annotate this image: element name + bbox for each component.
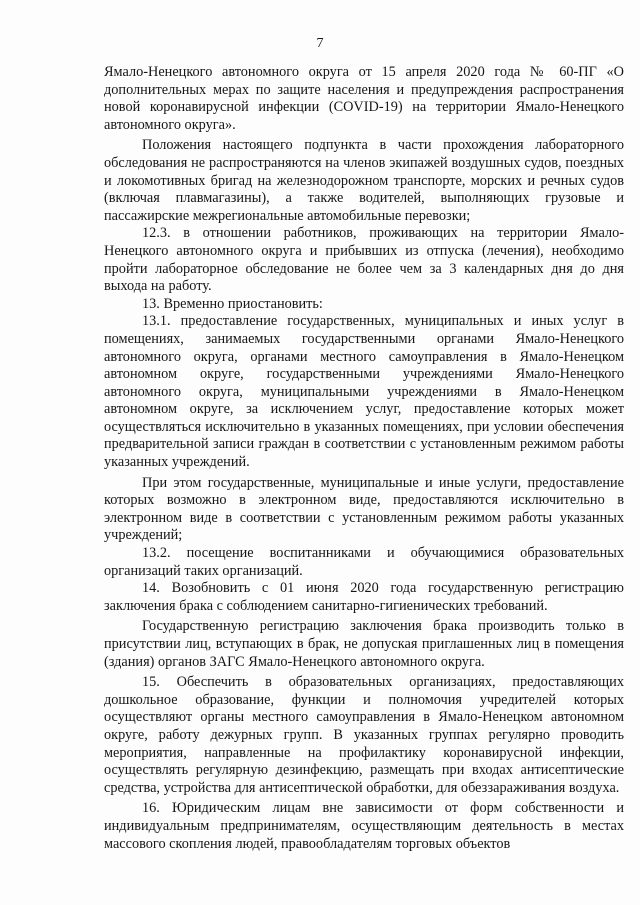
paragraph-14: 14. Возобновить с 01 июня 2020 года государственную регистрацию заключения брака с соблюдением санитарно-гигиенических требований.: [104, 580, 624, 614]
paragraph-decree-reference: Ямало-Ненецкого автономного округа от 15 апреля 2020 года № 60-ПГ «О дополнительных мерах по защите населения и предупреждения распространения новой коронавирусной инфекции (COVID-19) на территории Ямало-Ненецкого автономного округа».: [104, 64, 624, 133]
document-body: [104, 64, 624, 853]
page-number: 7: [316, 36, 324, 51]
paragraph-13: 13. Временно приостановить:: [142, 295, 323, 312]
paragraph-16: 16. Юридическим лицам вне зависимости от форм собственности и индивидуальным предпринимателям, осуществляющим деятельность в местах массового скопления людей, правообладателям торговых объектов: [104, 800, 624, 852]
paragraph-13-1: 13.1. предоставление государственных, муниципальных и иных услуг в помещениях, занимаемых государственными органами Ямало-Ненецкого автономного округа, органами местного самоуправления в Ямало-Ненецком автономном округе, государственными учреждениями Ямало-Ненецкого автономного округа, муниципальными учреждениями в Ямало-Ненецком автономном округе, за исключением услуг, предоставление которых может осуществляться исключительно в указанных помещениях, при условии обеспечения предварительной записи граждан в соответствии с установленным режимом работы указанных учреждений.: [104, 313, 624, 471]
paragraph-15: 15. Обеспечить в образовательных организациях, предоставляющих дошкольное образование, функции и полномочия учредителей которых осуществляют органы местного самоуправления в Ямало-Ненецком автономном округе, работу дежурных групп. В указанных группах регулярно проводить мероприятия, направленные на профилактику коронавирусной инфекции, осуществлять регулярную дезинфекцию, размещать при входах антисептические средства, устройства для антисептической обработки, для обеззараживания воздуха.: [104, 674, 624, 796]
paragraph-12-3: 12.3. в отношении работников, проживающих на территории Ямало-Ненецкого автономного округа и прибывших из отпуска (лечения), необходимо пройти лабораторное обследование не более чем за 3 календарных дня до дня выхода на работу.: [104, 225, 624, 295]
paragraph-13-2: 13.2. посещение воспитанниками и обучающимися образовательных организаций таких организаций.: [104, 545, 624, 579]
paragraph-lab-exemption: Положения настоящего подпункта в части прохождения лабораторного обследования не распространяются на членов экипажей воздушных судов, поездных и локомотивных бригад на железнодорожном транспорте, морских и речных судов (включая плавмагазины), а также водителей, выполняющих грузовые и пассажирские межрегиональные автомобильные перевозки;: [104, 137, 624, 224]
paragraph-marriage-registration: Государственную регистрацию заключения брака производить только в присутствии лиц, вступающих в брак, не допуская приглашенных лиц в помещения (здания) органов ЗАГС Ямало-Ненецкого автономного округа.: [104, 618, 624, 670]
paragraph-electronic-services: При этом государственные, муниципальные и иные услуги, предоставление которых возможно в электронном виде, предоставляются исключительно в электронном виде в соответствии с установленным режимом работы указанных учреждений;: [104, 474, 624, 544]
